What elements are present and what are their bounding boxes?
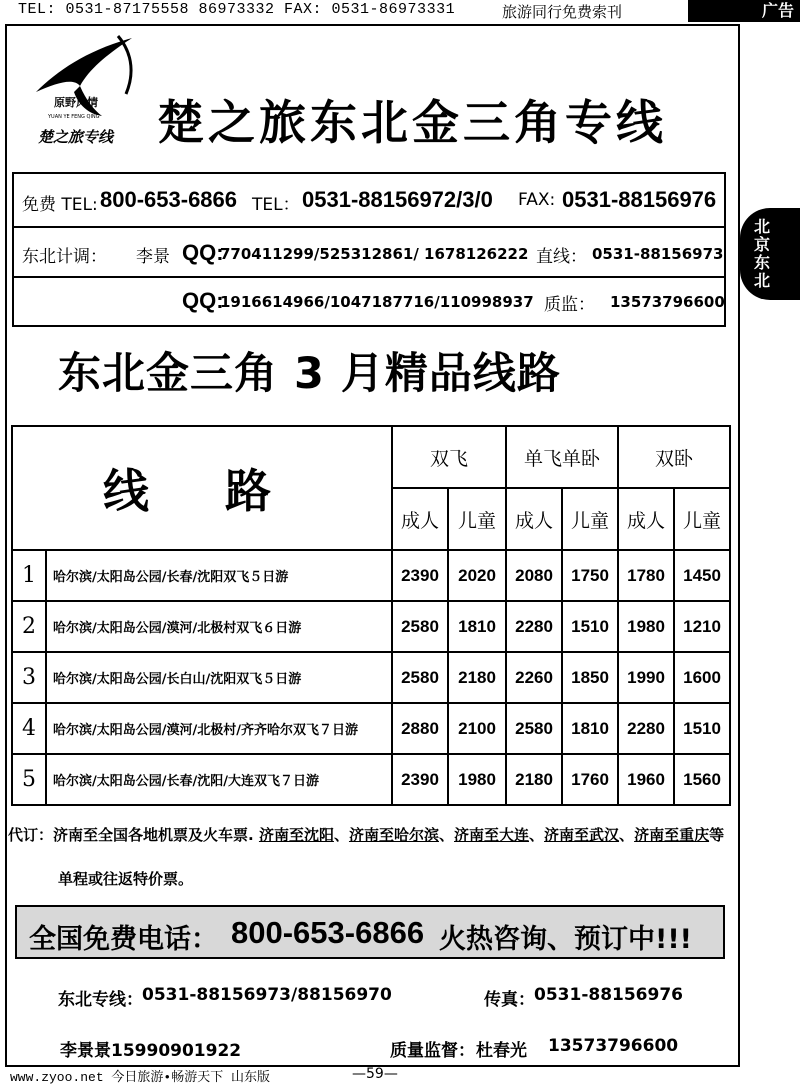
tel: 0531-88156972/3/0 bbox=[302, 187, 493, 212]
ticket-route: 济南至大连 bbox=[454, 826, 530, 844]
contact-box bbox=[12, 172, 726, 327]
price-cell: 1980 bbox=[448, 754, 506, 805]
price-cell: 2390 bbox=[392, 550, 448, 601]
footer-qc-name: 杜春光 bbox=[476, 1041, 527, 1061]
contact-row-planner bbox=[14, 228, 724, 278]
row-number: 5 bbox=[12, 754, 46, 805]
ticket-note-line2: 单程或往返特价票。 bbox=[58, 870, 194, 888]
route-name: 哈尔滨/太阳岛公园/漠河/北极村双飞６日游 bbox=[46, 601, 392, 652]
price-cell: 1510 bbox=[562, 601, 618, 652]
sub-header: 儿童 bbox=[562, 488, 618, 550]
price-cell: 1810 bbox=[562, 703, 618, 754]
group-header: 双卧 bbox=[618, 426, 730, 488]
sub-header: 成人 bbox=[392, 488, 448, 550]
top-bar bbox=[0, 0, 800, 22]
hotline-banner bbox=[15, 905, 725, 959]
row-number: 2 bbox=[12, 601, 46, 652]
qq-label-2: QQ: bbox=[182, 288, 224, 313]
direct-line: 0531-88156973 bbox=[592, 245, 724, 263]
svg-text:楚之旅专线: 楚之旅专线 bbox=[38, 128, 114, 146]
qq-numbers-1: 770411299/525312861/ 1678126222 bbox=[220, 245, 529, 263]
footer-person: 李景景15990901922 bbox=[60, 1041, 242, 1061]
hotline-number: 800-653-6866 bbox=[231, 915, 425, 950]
price-cell: 1600 bbox=[674, 652, 730, 703]
price-cell: 2580 bbox=[506, 703, 562, 754]
table-row bbox=[12, 652, 730, 703]
price-cell: 2180 bbox=[448, 652, 506, 703]
price-cell: 1850 bbox=[562, 652, 618, 703]
route-name: 哈尔滨/太阳岛公园/长白山/沈阳双飞５日游 bbox=[46, 652, 392, 703]
ticket-route: 济南至沈阳 bbox=[258, 826, 334, 844]
price-cell: 1510 bbox=[674, 703, 730, 754]
group-header: 单飞单卧 bbox=[506, 426, 618, 488]
ticket-route: 济南至哈尔滨 bbox=[348, 826, 439, 844]
price-cell: 2580 bbox=[392, 652, 448, 703]
row-number: 4 bbox=[12, 703, 46, 754]
price-cell: 2280 bbox=[506, 601, 562, 652]
planner-name: 李景 bbox=[136, 247, 170, 267]
qq-label-1: QQ: bbox=[182, 240, 224, 265]
route-name: 哈尔滨/太阳岛公园/长春/沈阳/大连双飞７日游 bbox=[46, 754, 392, 805]
qc-label: 质监： bbox=[544, 295, 595, 315]
sub-header: 成人 bbox=[506, 488, 562, 550]
side-tab bbox=[740, 208, 800, 300]
bottom-url: www.zyoo.net 今日旅游•畅游天下 山东版 bbox=[10, 1070, 271, 1085]
page-title: 东北金三角 3 月精品线路 bbox=[58, 349, 561, 399]
price-table bbox=[11, 425, 729, 806]
table-row bbox=[12, 703, 730, 754]
price-cell: 2260 bbox=[506, 652, 562, 703]
price-cell: 1810 bbox=[448, 601, 506, 652]
route-header: 线 路 bbox=[12, 426, 392, 550]
table-row bbox=[12, 754, 730, 805]
page-number: —59— bbox=[352, 1066, 398, 1082]
row-number: 1 bbox=[12, 550, 46, 601]
group-header: 双飞 bbox=[392, 426, 506, 488]
footer-fax: 0531-88156976 bbox=[534, 985, 683, 1005]
qq-numbers-2: 1916614966/1047187716/110998937 bbox=[220, 293, 534, 311]
price-cell: 1560 bbox=[674, 754, 730, 805]
price-cell: 2580 bbox=[392, 601, 448, 652]
side-tab-label: 北京东北 bbox=[754, 217, 771, 290]
price-cell: 1780 bbox=[618, 550, 674, 601]
ad-label: 广告 bbox=[688, 0, 800, 22]
price-cell: 1990 bbox=[618, 652, 674, 703]
price-cell: 1210 bbox=[674, 601, 730, 652]
route-name: 哈尔滨/太阳岛公园/长春/沈阳双飞５日游 bbox=[46, 550, 392, 601]
publication-name: 旅游同行免费索刊 bbox=[502, 3, 623, 21]
footer-qc-phone: 13573796600 bbox=[548, 1036, 679, 1056]
hotline-note: 火热咨询、预订中!!! bbox=[439, 924, 692, 955]
price-cell: 2100 bbox=[448, 703, 506, 754]
price-cell: 1760 bbox=[562, 754, 618, 805]
ticket-route: 济南至武汉 bbox=[544, 826, 620, 844]
header-contact: TEL: 0531-87175558 86973332 FAX: 0531-86973331 bbox=[18, 1, 456, 18]
footer-line: 0531-88156973/88156970 bbox=[142, 985, 392, 1005]
table-header-row bbox=[12, 426, 730, 488]
price-cell: 2280 bbox=[618, 703, 674, 754]
planner-label: 东北计调： bbox=[22, 247, 107, 267]
ticket-suffix: 等 bbox=[709, 826, 725, 844]
sub-header: 儿童 bbox=[448, 488, 506, 550]
fax: 0531-88156976 bbox=[562, 187, 717, 212]
footer-line-label: 东北专线： bbox=[58, 990, 143, 1010]
swallow-logo-icon bbox=[28, 30, 140, 160]
ticket-route: 济南至重庆 bbox=[634, 826, 710, 844]
price-cell: 1980 bbox=[618, 601, 674, 652]
price-cell: 2880 bbox=[392, 703, 448, 754]
table-row bbox=[12, 601, 730, 652]
contact-row-tel bbox=[14, 174, 724, 228]
price-cell: 2080 bbox=[506, 550, 562, 601]
tel-label: TEL： bbox=[252, 195, 300, 215]
route-name: 哈尔滨/太阳岛公园/漠河/北极村/齐齐哈尔双飞７日游 bbox=[46, 703, 392, 754]
price-cell: 2390 bbox=[392, 754, 448, 805]
direct-label: 直线： bbox=[536, 247, 587, 267]
company-name: 楚之旅东北金三角专线 bbox=[157, 96, 667, 151]
free-tel: 800-653-6866 bbox=[100, 187, 238, 212]
row-number: 3 bbox=[12, 652, 46, 703]
footer-fax-label: 传真： bbox=[484, 990, 535, 1010]
fax-label: FAX: bbox=[518, 190, 556, 210]
footer-qc-label: 质量监督： bbox=[390, 1041, 475, 1061]
free-tel-label: 免费 TEL: bbox=[22, 195, 98, 215]
company-logo bbox=[28, 30, 140, 160]
sub-header: 成人 bbox=[618, 488, 674, 550]
sub-header: 儿童 bbox=[674, 488, 730, 550]
svg-text:YUAN YE FENG QING: YUAN YE FENG QING bbox=[48, 114, 100, 120]
price-cell: 2020 bbox=[448, 550, 506, 601]
ticket-prefix: 代订：济南至全国各地机票及火车票. bbox=[8, 826, 254, 844]
hotline-label: 全国免费电话： bbox=[29, 924, 218, 955]
price-cell: 1450 bbox=[674, 550, 730, 601]
price-cell: 1960 bbox=[618, 754, 674, 805]
svg-text:原野风情: 原野风情 bbox=[54, 96, 98, 109]
qc-phone: 13573796600 bbox=[610, 293, 725, 311]
price-cell: 1750 bbox=[562, 550, 618, 601]
table-row bbox=[12, 550, 730, 601]
price-cell: 2180 bbox=[506, 754, 562, 805]
ticket-booking-note: 代订：济南至全国各地机票及火车票. 济南至沈阳、济南至哈尔滨、济南至大连、济南至武汉、济南至重庆等 bbox=[8, 826, 725, 844]
contact-row-qq bbox=[14, 278, 724, 325]
